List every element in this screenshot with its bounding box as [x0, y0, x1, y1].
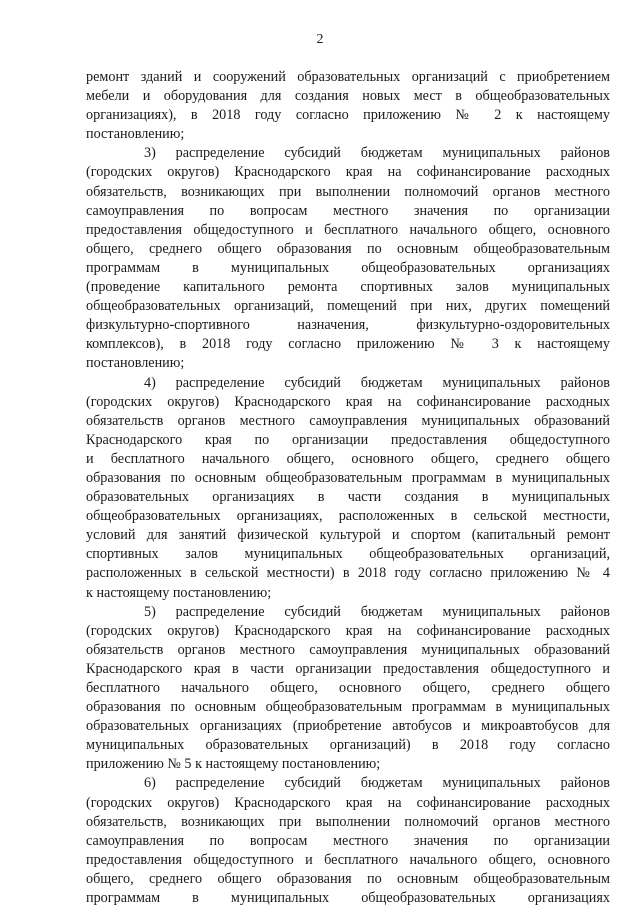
document-body — [86, 68, 610, 908]
paragraph — [86, 144, 610, 373]
page-number: 2 — [316, 32, 324, 47]
text-line: общеобразовательных организациях, расположенных в сельской местности, — [86, 508, 610, 525]
text-line: Краснодарского края по организации предоставления общедоступного — [86, 431, 610, 448]
text-line: Краснодарского края в части организации предоставления общедоступного и — [86, 660, 610, 677]
text-line: спортивных залов муниципальных общеобразовательных организаций, — [86, 546, 610, 563]
text-line: обязательств, возникающих при выполнении полномочий органов местного — [86, 813, 610, 830]
text-line: организациях), в 2018 году согласно приложению № 2 к настоящему — [86, 107, 610, 124]
text-line: общего, среднего общего образования по основным общеобразовательным — [86, 240, 610, 257]
text-line: самоуправления по вопросам местного значения по организации — [86, 832, 610, 849]
paragraph — [86, 374, 610, 603]
text-line: ремонт зданий и сооружений образовательных организаций с приобретением — [86, 69, 610, 85]
text-line: 3) распределение субсидий бюджетам муниципальных районов — [144, 145, 610, 162]
text-line: предоставления общедоступного и бесплатного начального общего, основного — [86, 221, 610, 238]
text-line: приложению № 5 к настоящему постановлению; — [86, 756, 381, 773]
text-line: программам в муниципальных общеобразовательных организациях — [86, 890, 610, 907]
text-line: 5) распределение субсидий бюджетам муниципальных районов — [144, 603, 610, 620]
text-line: (городских округов) Краснодарского края на софинансирование расходных — [86, 393, 610, 410]
text-line: программам в муниципальных общеобразовательных организациях — [86, 259, 610, 276]
text-line: обязательств органов местного самоуправления муниципальных образований — [86, 412, 610, 429]
paragraph — [86, 774, 610, 908]
text-line: условий для занятий физической культурой и спортом (капитальный ремонт — [86, 527, 610, 544]
text-line: обязательств органов местного самоуправления муниципальных образований — [86, 641, 610, 658]
text-line: (проведение капитального ремонта спортивных залов муниципальных — [86, 279, 610, 296]
text-line: 4) распределение субсидий бюджетам муниципальных районов — [144, 374, 610, 391]
text-line: образования по основным общеобразовательным программам в муниципальных — [86, 469, 610, 486]
paragraph — [86, 603, 610, 775]
text-line: к настоящему постановлению; — [86, 584, 272, 601]
text-line: (городских округов) Краснодарского края на софинансирование расходных — [86, 164, 610, 181]
text-line: образовательных организациях (приобретение автобусов и микроавтобусов для — [86, 718, 610, 735]
text-line: общеобразовательных организаций, помещений при них, других помещений — [86, 298, 610, 315]
text-line: постановлению; — [86, 355, 185, 372]
text-line: самоуправления по вопросам местного значения по организации — [86, 202, 610, 219]
text-line: (городских округов) Краснодарского края на софинансирование расходных — [86, 794, 610, 811]
text-line: и бесплатного начального общего, основного общего, среднего общего — [86, 450, 610, 467]
text-line: комплексов), в 2018 году согласно приложению № 3 к настоящему — [86, 336, 610, 353]
text-line: образовательных организациях в части создания в муниципальных — [86, 489, 610, 506]
text-line: физкультурно-спортивного назначения, физкультурно-оздоровительных — [86, 317, 610, 334]
text-line: муниципальных образовательных организаций) в 2018 году согласно — [86, 737, 610, 754]
text-line: мебели и оборудования для создания новых мест в общеобразовательных — [86, 88, 610, 105]
text-line: (городских округов) Краснодарского края на софинансирование расходных — [86, 622, 610, 639]
paragraph — [86, 68, 610, 144]
text-line: предоставления общедоступного и бесплатного начального общего, основного — [86, 851, 610, 868]
text-line: 6) распределение субсидий бюджетам муниципальных районов — [144, 775, 610, 792]
text-line: образования по основным общеобразовательным программам в муниципальных — [86, 699, 610, 716]
text-line: постановлению; — [86, 126, 185, 143]
text-line: обязательств, возникающих при выполнении полномочий органов местного — [86, 183, 610, 200]
text-line: общего, среднего общего образования по основным общеобразовательным — [86, 870, 610, 887]
text-line: расположенных в сельской местности) в 2018 году согласно приложению № 4 — [86, 565, 610, 582]
text-line: бесплатного начального общего, основного общего, среднего общего — [86, 680, 610, 696]
